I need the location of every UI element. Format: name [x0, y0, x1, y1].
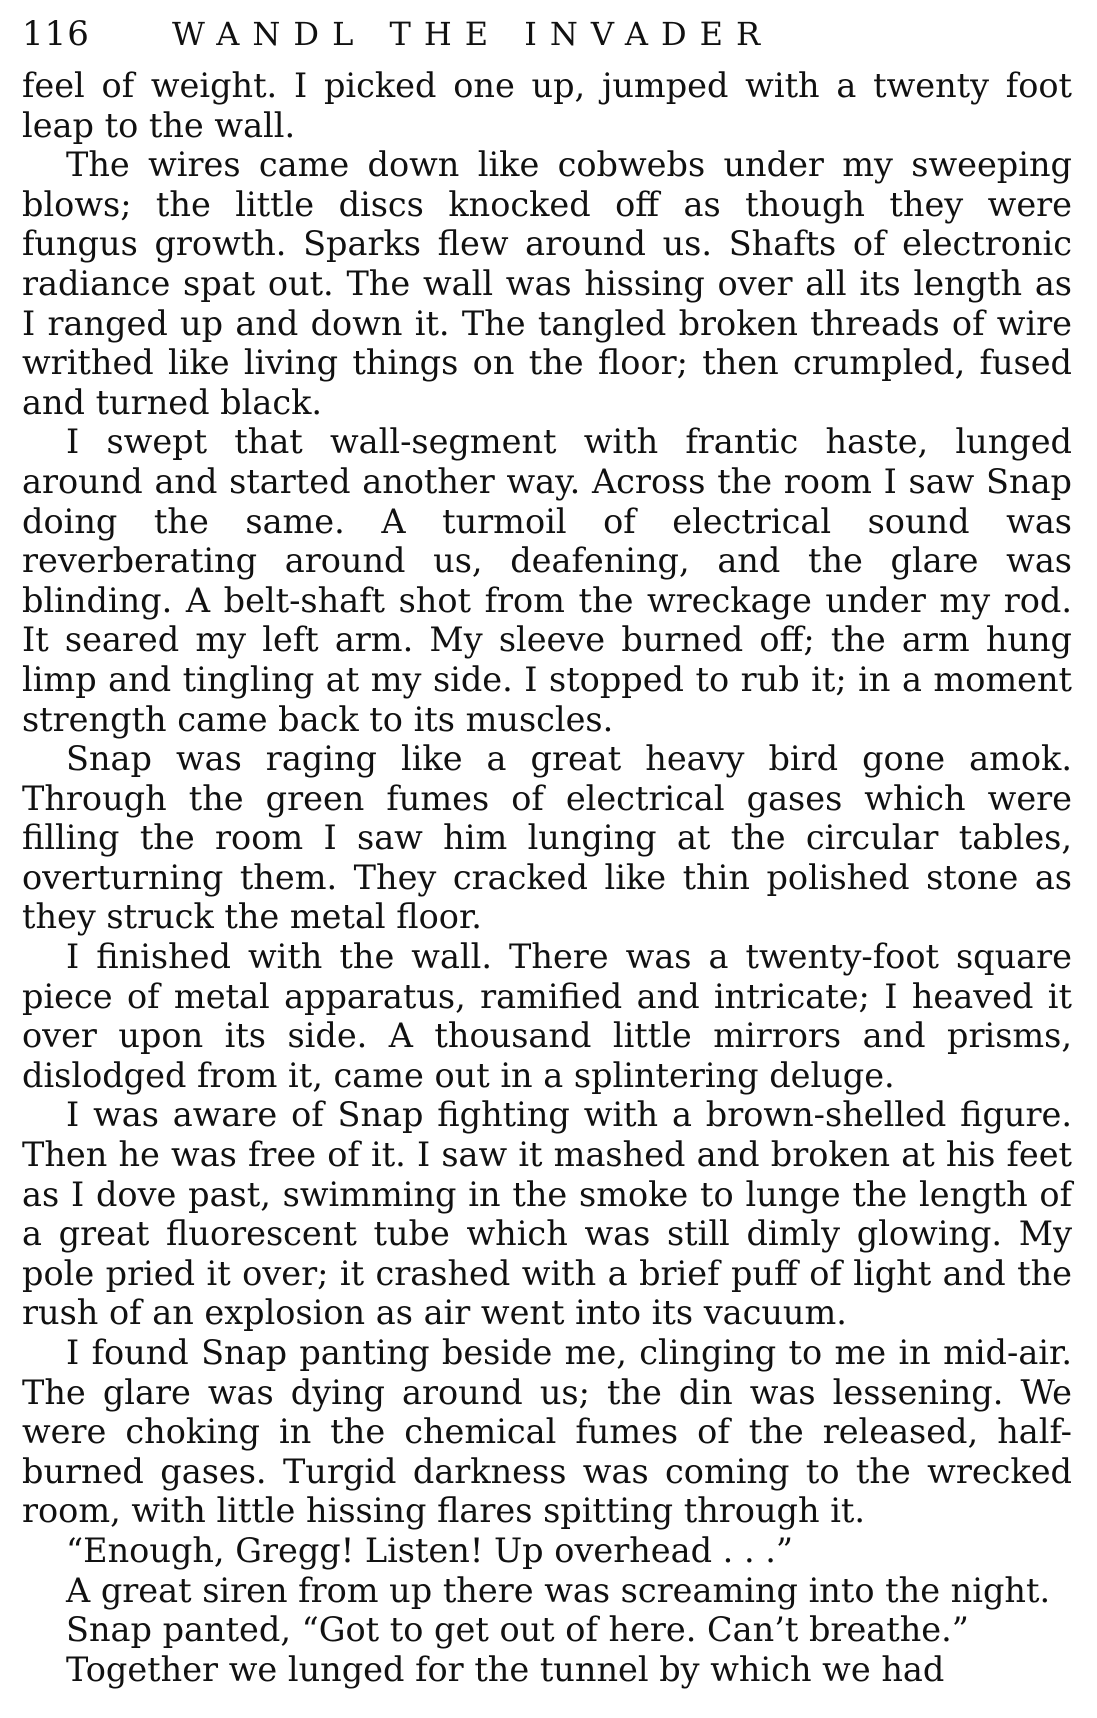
paragraph: feel of weight. I picked one up, jumped with a twenty foot leap to the wall. [22, 66, 1072, 145]
paragraph: Snap was raging like a great heavy bird gone amok. Through the green fumes of electrical gases which were filling the room I saw him lunging at the circular tables, overturning them. They cracked like thin polished stone as they struck the metal floor. [22, 739, 1072, 937]
body-text [22, 66, 1072, 1689]
paragraph: The wires came down like cobwebs under my sweeping blows; the little discs knocked off as though they were fungus growth. Sparks flew around us. Shafts of electronic radiance spat out. The wall was hissing over all its length as I ranged up and down it. The tangled broken threads of wire writhed like living things on the floor; then crumpled, fused and turned black. [22, 145, 1072, 422]
paragraph: Together we lunged for the tunnel by which we had [66, 1649, 945, 1689]
page-header [22, 14, 1072, 62]
paragraph: I found Snap panting beside me, clinging to me in mid-air. The glare was dying around us; the din was lessening. We were choking in the chemical fumes of the released, half-burned gases. Turgid darkness was coming to the wrecked room, with little hissing flares spitting through it. [22, 1333, 1072, 1531]
paragraph: “Enough, Gregg! Listen! Up overhead . . .” [66, 1530, 794, 1570]
paragraph: I finished with the wall. There was a twenty-foot square piece of metal apparatus, ramified and intricate; I heaved it over upon its side. A thousand little mirrors and prisms, dislodged from it, came out in a splintering deluge. [22, 937, 1072, 1095]
paragraph: Snap panted, “Got to get out of here. Can’t breathe.” [66, 1610, 969, 1650]
book-page [22, 14, 1072, 1689]
running-title: WANDL THE INVADER [172, 15, 774, 53]
paragraph: A great siren from up there was screaming into the night. [66, 1570, 1051, 1610]
paragraph: I swept that wall-segment with frantic haste, lunged around and started another way. Across the room I saw Snap doing the same. A turmoil of electrical sound was reverberating around us, deafening, and the glare was blinding. A belt-shaft shot from the wreckage under my rod. It seared my left arm. My sleeve burned off; the arm hung limp and tingling at my side. I stopped to rub it; in a moment strength came back to its muscles. [22, 422, 1072, 739]
page-number: 116 [22, 14, 90, 54]
paragraph: I was aware of Snap fighting with a brown-shelled figure. Then he was free of it. I saw it mashed and broken at his feet as I dove past, swimming in the smoke to lunge the length of a great fluorescent tube which was still dimly glowing. My pole pried it over; it crashed with a brief puff of light and the rush of an explosion as air went into its vacuum. [22, 1095, 1072, 1333]
